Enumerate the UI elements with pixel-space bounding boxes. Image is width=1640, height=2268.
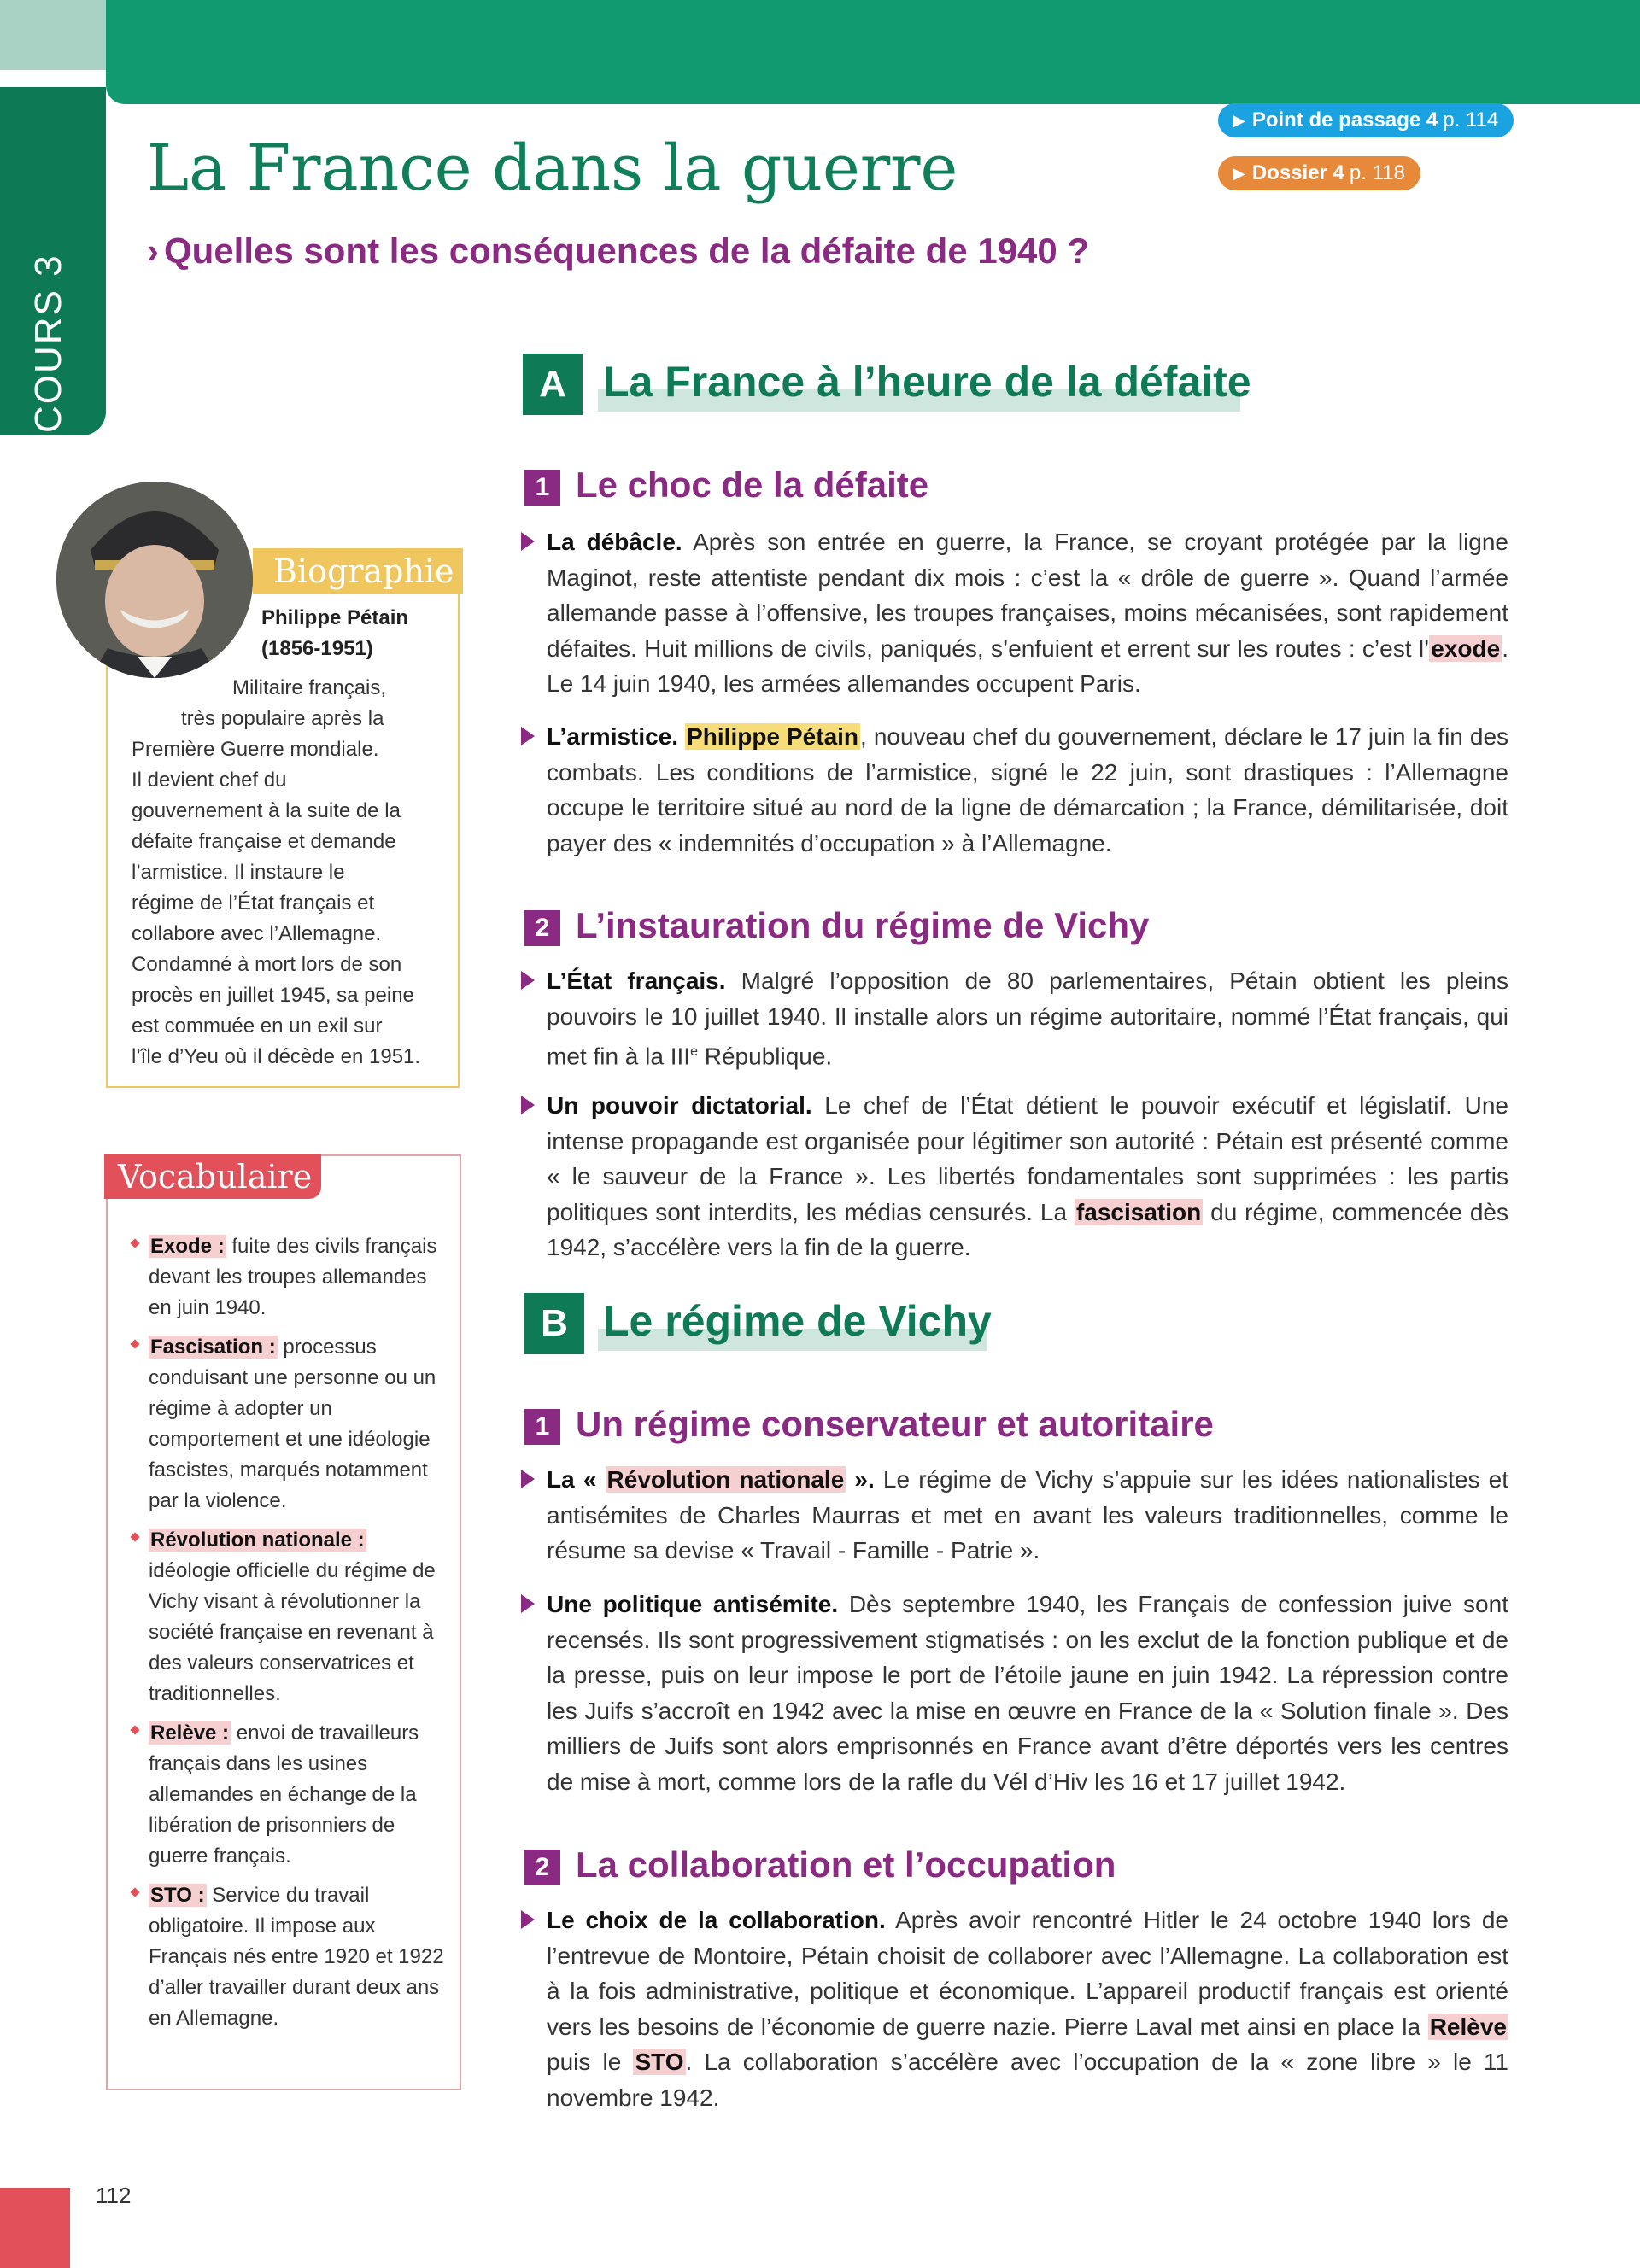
triangle-bullet-icon (521, 1470, 535, 1488)
section-a-title: La France à l’heure de la défaite (603, 358, 1251, 406)
subsection-b1-title: Un régime conservateur et autoritaire (576, 1404, 1214, 1444)
vocabulary-item: Relève : envoi de travailleurs français dans les usines allemandes en échange de la libération de prisonniers de guerre français. (132, 1718, 448, 1872)
play-triangle-icon: ▶ (1233, 164, 1245, 182)
diamond-bullet-icon (130, 1238, 139, 1248)
biography-name: Philippe Pétain (1856-1951) (261, 606, 409, 660)
triangle-bullet-icon (521, 1594, 535, 1613)
biography-text: Militaire français, très populaire après la Première Guerre mondiale. Il devient chef du gouvernement à la suite de la défaite française et demande l’armistice. Il instaure le régime de l’État français et collabore avec l’Allemagne. Condamné à mort lors de son procès en juillet 1945, sa peine est commuée en un exil sur l’île d’Yeu où il décède en 1951. (132, 676, 421, 1068)
section-b-title: Le régime de Vichy (603, 1297, 992, 1345)
paragraph-pouvoir-dictatorial: Un pouvoir dictatorial. Le chef de l’État détient le pouvoir exécutif et législatif. Une intense propagande est organisée pour légitimer son autorité : Pétain est présenté comme « le sauveur de la France ». Les libertés fondamentales sont supprimées : les partis politiques sont interdits, les médias censurés. La fascisation du régime, commencée dès 1942, s’accélère vers la fin de la guerre. (547, 1088, 1508, 1266)
biography-tag: Biographie (253, 548, 463, 594)
vocabulary-item: Fascisation : processus conduisant une personne ou un régime à adopter un comportement et une idéologie fascistes, marqués notamment par la violence. (132, 1332, 448, 1517)
paragraph-revolution-nationale: La « Révolution nationale ». Le régime de Vichy s’appuie sur les idées nationalistes et antisémites de Charles Maurras et met en avant les valeurs traditionnelles, comme le résume sa devise « Travail - Famille - Patrie ». (547, 1462, 1508, 1569)
side-tab-label: COURS 3 (27, 254, 69, 433)
triangle-bullet-icon (521, 1096, 535, 1114)
paragraph-collaboration: Le choix de la collaboration. Après avoir rencontré Hitler le 24 octobre 1940 lors de l’entrevue de Montoire, Pétain choisit de collaborer avec l’Allemagne. La collaboration est à la fois administrative, politique et économique. L’appareil productif français est orienté vers les besoins de l’économie de guerre nazie. Pierre Laval met ainsi en place la Relève puis le STO. La collaboration s’accélère avec l’occupation de la « zone libre » le 11 novembre 1942. (547, 1903, 1508, 2115)
header-band (106, 0, 1640, 104)
vocabulary-item: Révolution nationale : idéologie officielle du régime de Vichy visant à révolutionner la société française en revenant à des valeurs conservatrices et traditionnelles. (132, 1525, 448, 1710)
subsection-b2-number: 2 (524, 1850, 560, 1885)
triangle-bullet-icon (521, 971, 535, 990)
portrait-photo (56, 482, 253, 678)
diamond-bullet-icon (130, 1725, 139, 1734)
link-dossier[interactable]: ▶ Dossier 4 p. 118 (1218, 156, 1420, 190)
triangle-bullet-icon (521, 532, 535, 551)
chevron-right-icon: › (147, 231, 159, 271)
paragraph-armistice: L’armistice. Philippe Pétain, nouveau chef du gouvernement, déclare le 17 juin la fin des combats. Les conditions de l’armistice, signé le 22 juin, sont drastiques : l’Allemagne occupe le territoire situé au nord de la ligne de démarcation ; la France, démilitarisée, doit payer des « indemnités d’occupation » à l’Allemagne. (547, 719, 1508, 861)
footer-color-bar (0, 2188, 70, 2268)
vocabulary-tag: Vocabulaire (104, 1154, 321, 1199)
subsection-b1-number: 1 (524, 1409, 560, 1445)
vocabulary-list (132, 1231, 448, 2043)
subsection-a1-number: 1 (524, 470, 560, 506)
vocabulary-item: Exode : fuite des civils français devant les troupes allemandes en juin 1940. (132, 1231, 448, 1324)
play-triangle-icon: ▶ (1233, 111, 1245, 129)
chapter-side-tab (0, 87, 106, 435)
diamond-bullet-icon (130, 1887, 139, 1897)
vocabulary-item: STO : Service du travail obligatoire. Il impose aux Français nés entre 1920 et 1922 d’aller travailler durant deux ans en Allemagne. (132, 1880, 448, 2034)
diamond-bullet-icon (130, 1532, 139, 1541)
diamond-bullet-icon (130, 1339, 139, 1348)
header-corner (0, 0, 106, 70)
subsection-b2-title: La collaboration et l’occupation (576, 1844, 1116, 1885)
subsection-a2-title: L’instauration du régime de Vichy (576, 905, 1150, 945)
triangle-bullet-icon (521, 1910, 535, 1929)
link-point-de-passage[interactable]: ▶ Point de passage 4 p. 114 (1218, 103, 1514, 137)
triangle-bullet-icon (521, 727, 535, 745)
section-a-letter: A (523, 354, 583, 415)
section-b-letter: B (524, 1293, 584, 1354)
paragraph-politique-antisemite: Une politique antisémite. Dès septembre 1940, les Français de confession juive sont recensés. Ils sont progressivement stigmatisés : on les exclut de la fonction publique et de la presse, puis on leur impose le port de l’étoile jaune en juin 1942. La répression contre les Juifs s’accroît en 1942 avec la mise en œuvre en France de la « Solution finale ». Des milliers de Juifs sont alors emprisonnés en France avant d’être déportés vers les centres de mise à mort, comme lors de la rafle du Vél d’Hiv les 16 et 17 juillet 1942. (547, 1587, 1508, 1799)
paragraph-debacle: La débâcle. Après son entrée en guerre, la France, se croyant protégée par la ligne Maginot, reste attentiste pendant dix mois : c’est la « drôle de guerre ». Quand l’armée allemande passe à l’offensive, les troupes françaises, moins mécanisées, sont rapidement défaites. Huit millions de civils, paniqués, s’enfuient et errent sur les routes : c’est l’exode. Le 14 juin 1940, les armées allemandes occupent Paris. (547, 524, 1508, 702)
subsection-a2-number: 2 (524, 910, 560, 946)
page-question: › Quelles sont les conséquences de la défaite de 1940 ? (147, 231, 1090, 271)
paragraph-etat-francais: L’État français. Malgré l’opposition de 80 parlementaires, Pétain obtient les pleins pouvoirs le 10 juillet 1940. Il installe alors un régime autoritaire, nommé l’État français, qui met fin à la IIIe République. (547, 963, 1508, 1074)
page-number: 112 (96, 2183, 132, 2208)
page-title: La France dans la guerre (147, 132, 958, 205)
subsection-a1-title: Le choc de la défaite (576, 465, 929, 505)
